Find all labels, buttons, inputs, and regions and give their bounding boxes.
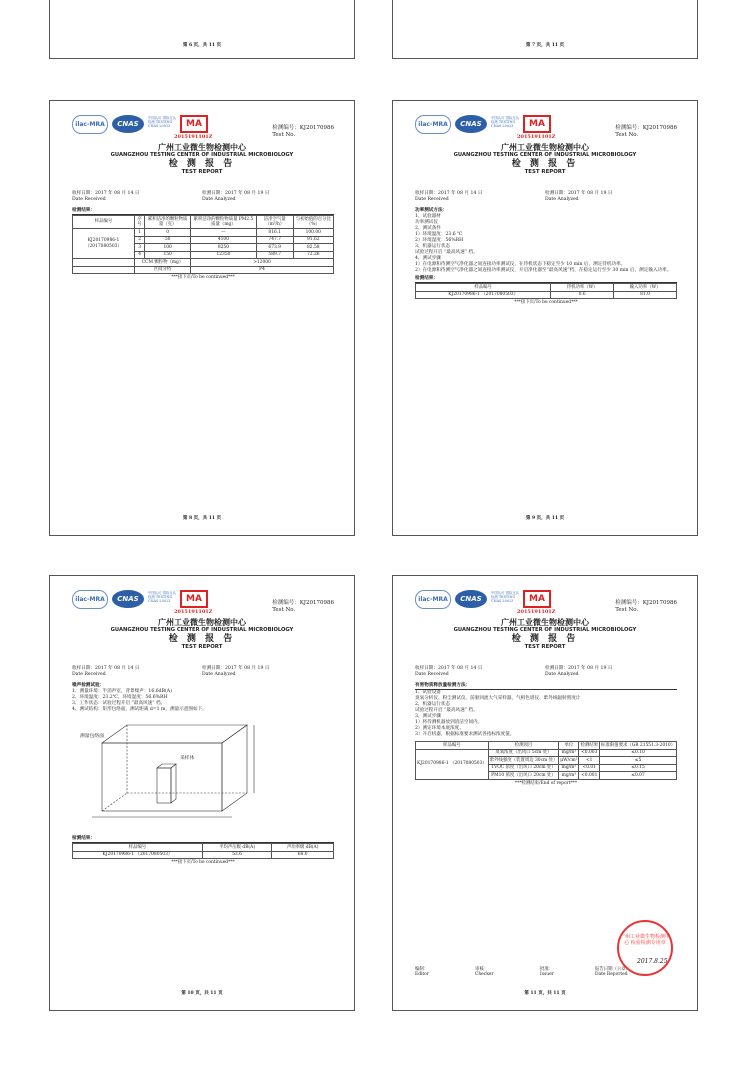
- table-row: 2 50 4100 747.7 91.62: [73, 236, 334, 244]
- method-line: 1、试验器材: [415, 214, 441, 219]
- method-line: 臭氧分析仪、粉尘测试仪、前驱回流大气采样器、气相色谱仪、紫外线辐射照度计: [415, 696, 581, 701]
- ma-logo: MA: [180, 590, 208, 608]
- ma-logo: MA: [523, 115, 551, 133]
- official-seal: 广州工业微生物检测中心 检验检测专用章: [617, 920, 673, 976]
- page-footer: 第 11 页，共 11 页: [524, 991, 566, 996]
- method-line: 2）测定环境本底浓度。: [415, 726, 464, 731]
- page-10: [49, 575, 355, 1011]
- cnas-logo: CNAS: [455, 590, 487, 608]
- method-line: 2、测试条件: [415, 226, 441, 231]
- p11-content: [415, 683, 677, 787]
- method-line: 3、测试步骤: [415, 714, 441, 719]
- page-footer: 第 7 页，共 11 页: [525, 43, 565, 48]
- method-line: 2、机器运行状态: [415, 702, 451, 707]
- ilac-logo: ilac-MRA: [415, 115, 451, 134]
- method-line: 1）在电源和待测空气净化器之间连接功率测试仪，在待机状态下稳定至少 10 min 后，测定待机功率。: [415, 262, 626, 267]
- method-line: 2）环境湿度：56%RH: [415, 238, 464, 243]
- ilac-logo: ilac-MRA: [415, 590, 451, 609]
- cnas-logo: CNAS: [112, 115, 144, 133]
- page-footer: 第 10 页，共 11 页: [181, 991, 223, 996]
- cnas-logo: CNAS: [112, 590, 144, 608]
- cnas-subtitle: 中国认可 国际互认 检测 TESTING CNAS L0023: [491, 591, 520, 603]
- table-row: 4 150 12350 589.7 72.26: [73, 251, 334, 259]
- page-11: [392, 575, 698, 1011]
- table-row: CCM 颗粒物（mg） >12000: [73, 259, 334, 267]
- method-line: 3）开启机器，根据标准要求测试各指标浓度值。: [415, 732, 515, 737]
- cnas-subtitle: 中国认可 国际互认 检测 TESTING CNAS L0023: [491, 116, 520, 128]
- page-6-partial: [49, 0, 355, 59]
- ma-number: 2015191101Z: [174, 609, 213, 615]
- ma-number: 2015191101Z: [517, 609, 556, 615]
- continued-note: ***接下页/To be continued***: [171, 860, 235, 865]
- method-line: 1）环境温度：23.6 ℃: [415, 232, 463, 237]
- report-dates: 收样日期：2017 年 08 月 14 日 Date Received 检测日期：2017 年 08 月 19 日 Date Analyzed: [415, 666, 613, 677]
- method-line: 1、试验设备: [415, 690, 441, 695]
- section-title: 检测结果：: [72, 208, 334, 215]
- table-row: 区间分档 P4: [73, 266, 334, 274]
- report-dates: 收样日期：2017 年 08 月 14 日 Date Received 检测日期：2017 年 08 月 19 日 Date Analyzed: [72, 191, 270, 202]
- report-dates: 收样日期：2017 年 08 月 14 日 Date Received 检测日期：2017 年 08 月 19 日 Date Analyzed: [72, 666, 270, 677]
- test-number: 检测编号：KJ20170986 Test No.: [272, 125, 334, 138]
- ilac-logo: ilac-MRA: [72, 590, 108, 609]
- page-7-partial: [392, 0, 698, 59]
- editor-label: 编制： Editor: [415, 967, 429, 977]
- method-line: 3、机器运行状态: [415, 244, 451, 249]
- cnas-subtitle: 中国认可 国际互认 检测 TESTING CNAS L0023: [148, 116, 177, 128]
- issuer-label: 批准： Issuer: [540, 967, 554, 977]
- method-line: 3、工作状态：试验过程开启 “最高风速” 档。: [72, 701, 166, 706]
- emission-table: 样品编号 检测项目 单位 检测结果 标准限值要求（GB 21551.3-2010） KJ20170986-1 （2017080503） 臭氧浓度（出风口 5cm 处） mg/m³ <0.003 ≤0.10 紫外线强度（装置周边 30cm 处） μW/cm² <1 ≤5 TVOC 浓度（出风口 20cm 处） mg/m³ <0.01 ≤0.15 PM10 浓度（出风口 20cm 处） mg/m³ <0.001 ≤0.07: [417, 742, 676, 778]
- method-line: 试验过程开启 “最高风速” 档。: [415, 250, 478, 255]
- method-line: 试验过程开启 “最高风速” 档。: [415, 708, 478, 713]
- report-header: [415, 586, 677, 618]
- p8-content: [72, 208, 334, 281]
- end-of-report: ***检测结束/End of report***: [514, 780, 578, 786]
- page-footer: 第 8 页，共 11 页: [182, 516, 222, 521]
- noise-table: 样品编号 平均声压级 dB(A) 声功率级 dB(A) KJ20170986-1 （2017080503） 53.6 68.0: [72, 843, 334, 859]
- page-footer: 第 6 页，共 11 页: [182, 43, 222, 48]
- method-line: 4、测试结构：矩形包络面，测试距离 d=1 m，测量示意图如下。: [72, 707, 207, 712]
- test-number: 检测编号：KJ20170986 Test No.: [615, 600, 677, 613]
- ma-number: 2015191101Z: [517, 134, 556, 140]
- method-line: 1、测量环境：半消声室，背景噪声：16.6dB(A): [72, 689, 172, 694]
- report-titles: 广州工业微生物检测中心 GUANGZHOU TESTING CENTER OF INDUSTRIAL MICROBIOLOGY 检 测 报 告 TEST REPORT: [110, 142, 294, 175]
- diagram-label-sample: 采样体: [180, 756, 195, 761]
- ma-logo: MA: [523, 590, 551, 608]
- power-table: 样品编号 待机功率（W） 输入功率（W） KJ20170986-1 （2017080503） 0.6 81.0: [415, 283, 677, 299]
- method-line: 4、测试步骤: [415, 256, 441, 261]
- p9-content: [415, 208, 677, 306]
- test-number: 检测编号：KJ20170986 Test No.: [272, 600, 334, 613]
- table-row: 紫外线强度（装置周边 30cm 处） μW/cm² <1 ≤5: [416, 757, 677, 765]
- report-titles: 广州工业微生物检测中心 GUANGZHOU TESTING CENTER OF INDUSTRIAL MICROBIOLOGY 检 测 报 告 TEST REPORT: [453, 617, 637, 650]
- table-row: PM10 浓度（出风口 20cm 处） mg/m³ <0.001 ≤0.07: [416, 772, 677, 780]
- report-header: [72, 586, 334, 618]
- page-8: [49, 100, 355, 536]
- continued-note: ***接下页/To be continued***: [514, 300, 578, 305]
- cnas-subtitle: 中国认可 国际互认 检测 TESTING CNAS L0023: [148, 591, 177, 603]
- section-title: 功率测试方法：: [415, 208, 448, 213]
- test-number: 检测编号：KJ20170986 Test No.: [615, 125, 677, 138]
- continued-note: ***接下页/To be continued***: [171, 275, 235, 280]
- page-footer: 第 9 页，共 11 页: [525, 516, 565, 521]
- page-9: [392, 100, 698, 536]
- report-date-label: 报告日期（公章）： Date Reported: [595, 967, 633, 977]
- method-line: 1）将待测机器放到清洁空间内。: [415, 720, 483, 725]
- table-row: KJ20170986-1 （2017080503） 臭氧浓度（出风口 5cm 处） mg/m³ <0.003 ≤0.10: [416, 749, 677, 757]
- section-title: 检测结果：: [415, 276, 677, 283]
- method-line: 2）在电源和待测空气净化器之间连接功率测试仪，开启净化器至“最高风速”档，在稳定运行至少 30 min 后，测定输入功率。: [415, 268, 672, 273]
- ilac-logo: ilac-MRA: [72, 115, 108, 134]
- table-row: KJ20170986-1 （2017080503） 1 0 — 816.1 100.00: [73, 229, 334, 237]
- method-line: 2、环境温度：23.2℃，环境湿度：56.6%RH: [72, 695, 168, 700]
- signed-date: 2017.8.25: [637, 958, 668, 965]
- report-dates: 收样日期：2017 年 08 月 14 日 Date Received 检测日期：2017 年 08 月 19 日 Date Analyzed: [415, 191, 613, 202]
- table-row: KJ20170986-1 （2017080503） 53.6 68.0: [73, 851, 334, 859]
- ma-number: 2015191101Z: [174, 134, 213, 140]
- p10-content: [72, 683, 334, 866]
- measurement-diagram: [72, 713, 334, 831]
- table-row: KJ20170986-1 （2017080503） 0.6 81.0: [416, 291, 677, 299]
- report-titles: 广州工业微生物检测中心 GUANGZHOU TESTING CENTER OF INDUSTRIAL MICROBIOLOGY 检 测 报 告 TEST REPORT: [110, 617, 294, 650]
- ma-logo: MA: [180, 115, 208, 133]
- table-row: 3 100 8250 673.9 82.58: [73, 244, 334, 252]
- checker-label: 审核： Checker: [475, 967, 494, 977]
- section-title: 有害物质释放量检测方法：: [415, 683, 677, 690]
- diagram-label-envelope: 测量包络面: [80, 734, 104, 739]
- report-titles: 广州工业微生物检测中心 GUANGZHOU TESTING CENTER OF INDUSTRIAL MICROBIOLOGY 检 测 报 告 TEST REPORT: [453, 142, 637, 175]
- table-row: TVOC 浓度（出风口 20cm 处） mg/m³ <0.01 ≤0.15: [416, 764, 677, 772]
- report-header: [72, 111, 334, 143]
- cnas-logo: CNAS: [455, 115, 487, 133]
- section-title: 检测结果：: [72, 836, 334, 843]
- cadr-table: 样品编号 序号 累积洁净的颗粒物质量（克） 累积洁净的颗粒物质量 PM2.5 质量（mg） 洁净空气量（m³/h） 与初始值的百分比（%） KJ20170986-1 （2017080503） 1 0 — 816.1 100.00 2 50 4100 747.7 91.62 3 100 8250 673.9 82.58 4 150 12350 589.7 72.26 CCM 颗粒物（mg） >12000 区间分档 P4: [72, 215, 334, 274]
- report-header: [415, 111, 677, 143]
- method-line: 功率测试仪: [415, 220, 438, 225]
- section-title: 噪声检测试验：: [72, 683, 105, 688]
